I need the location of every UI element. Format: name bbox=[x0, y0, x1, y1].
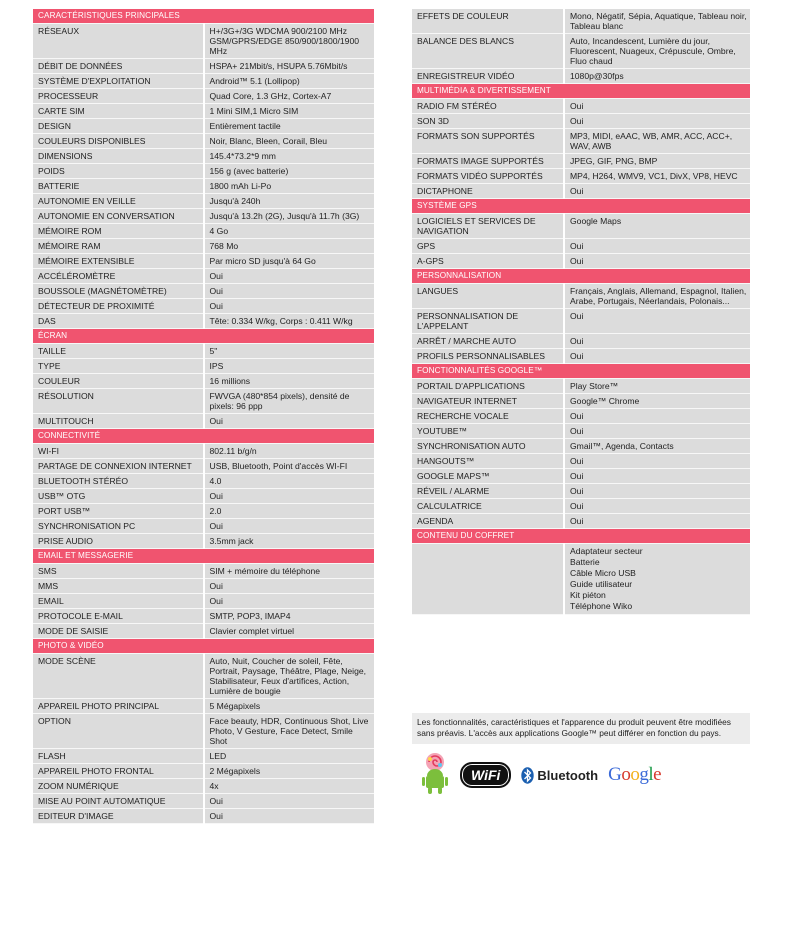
spec-row-option bbox=[33, 714, 374, 749]
spec-label: COULEURS DISPONIBLES bbox=[33, 134, 204, 149]
google-letter: e bbox=[653, 764, 662, 785]
android-lollipop-icon bbox=[420, 752, 450, 798]
spec-value: 1800 mAh Li-Po bbox=[204, 179, 375, 194]
spec-value: Oui bbox=[204, 579, 375, 594]
spec-row-couleur bbox=[33, 374, 374, 389]
spec-label: FORMATS SON SUPPORTÉS bbox=[412, 129, 564, 154]
spec-value: Oui bbox=[564, 184, 750, 199]
spec-label: MÉMOIRE ROM bbox=[33, 224, 204, 239]
spec-row-mode-de-saisie bbox=[33, 624, 374, 639]
spec-label: NAVIGATEUR INTERNET bbox=[412, 394, 564, 409]
section-header-multimedia-divertissement bbox=[412, 84, 750, 99]
spec-value: 16 millions bbox=[204, 374, 375, 389]
spec-value: Oui bbox=[204, 519, 375, 534]
spec-value: Auto, Nuit, Coucher de soleil, Fête, Portrait, Paysage, Théâtre, Plage, Neige, Stabilisateur, Feux d'artifices, Action, Lumière de bougie bbox=[204, 654, 375, 699]
spec-label: DIMENSIONS bbox=[33, 149, 204, 164]
spec-value: Oui bbox=[204, 299, 375, 314]
spec-value: 4x bbox=[204, 779, 375, 794]
spec-value: 2 Mégapixels bbox=[204, 764, 375, 779]
spec-label: EFFETS DE COULEUR bbox=[412, 9, 564, 34]
spec-value: Quad Core, 1.3 GHz, Cortex-A7 bbox=[204, 89, 375, 104]
spec-row-contents bbox=[412, 544, 750, 615]
spec-label: MISE AU POINT AUTOMATIQUE bbox=[33, 794, 204, 809]
footer-area bbox=[412, 713, 750, 798]
spec-value: Oui bbox=[564, 309, 750, 334]
spec-row-detecteur-de-proximite bbox=[33, 299, 374, 314]
spec-row-dimensions bbox=[33, 149, 374, 164]
spec-row-autonomie-en-conversation bbox=[33, 209, 374, 224]
spec-row-a-gps bbox=[412, 254, 750, 269]
spec-value: IPS bbox=[204, 359, 375, 374]
section-header-systeme-gps bbox=[412, 199, 750, 214]
spec-row-boussole-magnetometre bbox=[33, 284, 374, 299]
spec-value: Play Store™ bbox=[564, 379, 750, 394]
spec-row-carte-sim bbox=[33, 104, 374, 119]
bluetooth-wordmark: Bluetooth bbox=[537, 767, 599, 783]
spec-row-google-maps bbox=[412, 469, 750, 484]
spec-row-debit-de-donnees bbox=[33, 59, 374, 74]
spec-value: FWVGA (480*854 pixels), densité de pixels: 96 ppp bbox=[204, 389, 375, 414]
spec-row-batterie bbox=[33, 179, 374, 194]
spec-row-email bbox=[33, 594, 374, 609]
spec-row-synchronisation-auto bbox=[412, 439, 750, 454]
section-title: CARACTÉRISTIQUES PRINCIPALES bbox=[33, 9, 374, 24]
spec-value: Adaptateur secteur Batterie Câble Micro USB Guide utilisateur Kit piéton Téléphone Wiko bbox=[564, 544, 750, 615]
spec-value: Oui bbox=[204, 794, 375, 809]
spec-row-arret-marche-auto bbox=[412, 334, 750, 349]
spec-value: 2.0 bbox=[204, 504, 375, 519]
spec-row-balance-des-blancs bbox=[412, 34, 750, 69]
spec-label: USB™ OTG bbox=[33, 489, 204, 504]
google-letter: g bbox=[639, 764, 649, 785]
spec-label: DESIGN bbox=[33, 119, 204, 134]
spec-label: PARTAGE DE CONNEXION INTERNET bbox=[33, 459, 204, 474]
spec-row-protocole-e-mail bbox=[33, 609, 374, 624]
spec-row-profils-personnalisables bbox=[412, 349, 750, 364]
section-header-connectivite bbox=[33, 429, 374, 444]
section-header-contenu-du-coffret bbox=[412, 529, 750, 544]
spec-label: MODE DE SAISIE bbox=[33, 624, 204, 639]
spec-label: SYNCHRONISATION PC bbox=[33, 519, 204, 534]
spec-value: SMTP, POP3, IMAP4 bbox=[204, 609, 375, 624]
spec-row-appareil-photo-principal bbox=[33, 699, 374, 714]
spec-value: Android™ 5.1 (Lollipop) bbox=[204, 74, 375, 89]
spec-value: Oui bbox=[564, 514, 750, 529]
spec-value: Gmail™, Agenda, Contacts bbox=[564, 439, 750, 454]
spec-value: USB, Bluetooth, Point d'accès WI-FI bbox=[204, 459, 375, 474]
spec-row-memoire-extensible bbox=[33, 254, 374, 269]
spec-label: ENREGISTREUR VIDÉO bbox=[412, 69, 564, 84]
section-title: PHOTO & VIDÉO bbox=[33, 639, 374, 654]
spec-label: DÉBIT DE DONNÉES bbox=[33, 59, 204, 74]
spec-row-logiciels-et-services-de-navigation bbox=[412, 214, 750, 239]
spec-row-effets-de-couleur bbox=[412, 9, 750, 34]
spec-label: RÉSOLUTION bbox=[33, 389, 204, 414]
section-header-photo-video bbox=[33, 639, 374, 654]
spec-label: ARRÊT / MARCHE AUTO bbox=[412, 334, 564, 349]
spec-value: 3.5mm jack bbox=[204, 534, 375, 549]
spec-value: Oui bbox=[564, 484, 750, 499]
spec-label: PRISE AUDIO bbox=[33, 534, 204, 549]
spec-row-editeur-d-image bbox=[33, 809, 374, 824]
spec-row-autonomie-en-veille bbox=[33, 194, 374, 209]
spec-label: SYSTÈME D'EXPLOITATION bbox=[33, 74, 204, 89]
spec-row-taille bbox=[33, 344, 374, 359]
spec-row-das bbox=[33, 314, 374, 329]
spec-label: GOOGLE MAPS™ bbox=[412, 469, 564, 484]
spec-value: Oui bbox=[204, 284, 375, 299]
spec-value: 802.11 b/g/n bbox=[204, 444, 375, 459]
spec-row-langues bbox=[412, 284, 750, 309]
spec-value: 145.4*73.2*9 mm bbox=[204, 149, 375, 164]
spec-label: PORT USB™ bbox=[33, 504, 204, 519]
spec-label: AGENDA bbox=[412, 514, 564, 529]
spec-value: Face beauty, HDR, Continuous Shot, Live Photo, V Gesture, Face Detect, Smile Shot bbox=[204, 714, 375, 749]
spec-row-enregistreur-video bbox=[412, 69, 750, 84]
spec-row-son-3d bbox=[412, 114, 750, 129]
spec-row-partage-de-connexion-internet bbox=[33, 459, 374, 474]
spec-label: CARTE SIM bbox=[33, 104, 204, 119]
section-title: EMAIL ET MESSAGERIE bbox=[33, 549, 374, 564]
spec-label: ACCÉLÉROMÈTRE bbox=[33, 269, 204, 284]
spec-row-resolution bbox=[33, 389, 374, 414]
spec-label: BALANCE DES BLANCS bbox=[412, 34, 564, 69]
spec-table-right bbox=[412, 9, 750, 615]
spec-row-personnalisation-de-l-appelant bbox=[412, 309, 750, 334]
spec-label: SMS bbox=[33, 564, 204, 579]
spec-label: DICTAPHONE bbox=[412, 184, 564, 199]
spec-column-right bbox=[412, 9, 750, 615]
google-letter: G bbox=[608, 764, 622, 785]
google-logo bbox=[608, 764, 661, 786]
spec-value: Jusqu'à 13.2h (2G), Jusqu'à 11.7h (3G) bbox=[204, 209, 375, 224]
spec-value: Oui bbox=[204, 269, 375, 284]
section-header-personnalisation bbox=[412, 269, 750, 284]
spec-value: Oui bbox=[564, 334, 750, 349]
spec-value: Oui bbox=[204, 414, 375, 429]
spec-label: LOGICIELS ET SERVICES DE NAVIGATION bbox=[412, 214, 564, 239]
spec-row-flash bbox=[33, 749, 374, 764]
spec-label: MMS bbox=[33, 579, 204, 594]
wifi-logo: WiFi bbox=[460, 762, 511, 788]
spec-label: BOUSSOLE (MAGNÉTOMÈTRE) bbox=[33, 284, 204, 299]
spec-label: RECHERCHE VOCALE bbox=[412, 409, 564, 424]
spec-label: PROTOCOLE E-MAIL bbox=[33, 609, 204, 624]
spec-value: Noir, Blanc, Bleen, Corail, Bleu bbox=[204, 134, 375, 149]
spec-label: FORMATS IMAGE SUPPORTÉS bbox=[412, 154, 564, 169]
spec-label: ZOOM NUMÉRIQUE bbox=[33, 779, 204, 794]
spec-row-formats-image-supportes bbox=[412, 154, 750, 169]
spec-value: Oui bbox=[564, 349, 750, 364]
spec-value: Auto, Incandescent, Lumière du jour, Fluorescent, Nuageux, Crépuscule, Ombre, Fluo chaud bbox=[564, 34, 750, 69]
spec-value: Oui bbox=[564, 99, 750, 114]
spec-label: TAILLE bbox=[33, 344, 204, 359]
section-header-email-et-messagerie bbox=[33, 549, 374, 564]
spec-label: PROFILS PERSONNALISABLES bbox=[412, 349, 564, 364]
spec-value: Entièrement tactile bbox=[204, 119, 375, 134]
spec-value: Oui bbox=[564, 254, 750, 269]
spec-label: CALCULATRICE bbox=[412, 499, 564, 514]
section-title: ÉCRAN bbox=[33, 329, 374, 344]
spec-row-zoom-numerique bbox=[33, 779, 374, 794]
section-title: MULTIMÉDIA & DIVERTISSEMENT bbox=[412, 84, 750, 99]
spec-label: MODE SCÈNE bbox=[33, 654, 204, 699]
spec-label: LANGUES bbox=[412, 284, 564, 309]
section-title: FONCTIONNALITÉS GOOGLE™ bbox=[412, 364, 750, 379]
google-letter: o bbox=[621, 764, 631, 785]
spec-label: APPAREIL PHOTO PRINCIPAL bbox=[33, 699, 204, 714]
spec-row-hangouts bbox=[412, 454, 750, 469]
spec-row-usb-otg bbox=[33, 489, 374, 504]
spec-label: FORMATS VIDÉO SUPPORTÉS bbox=[412, 169, 564, 184]
spec-row-dictaphone bbox=[412, 184, 750, 199]
spec-row-reseaux bbox=[33, 24, 374, 59]
spec-row-port-usb bbox=[33, 504, 374, 519]
spec-label: APPAREIL PHOTO FRONTAL bbox=[33, 764, 204, 779]
spec-label: YOUTUBE™ bbox=[412, 424, 564, 439]
section-title: CONNECTIVITÉ bbox=[33, 429, 374, 444]
logo-row bbox=[412, 752, 750, 798]
spec-row-mode-scene bbox=[33, 654, 374, 699]
spec-value: MP4, H264, WMV9, VC1, DivX, VP8, HEVC bbox=[564, 169, 750, 184]
section-header-fonctionnalites-google bbox=[412, 364, 750, 379]
spec-label: MULTITOUCH bbox=[33, 414, 204, 429]
spec-row-navigateur-internet bbox=[412, 394, 750, 409]
spec-label: PORTAIL D'APPLICATIONS bbox=[412, 379, 564, 394]
spec-label: BLUETOOTH STÉRÉO bbox=[33, 474, 204, 489]
spec-label: RADIO FM STÉRÉO bbox=[412, 99, 564, 114]
spec-value: JPEG, GIF, PNG, BMP bbox=[564, 154, 750, 169]
spec-value: HSPA+ 21Mbit/s, HSUPA 5.76Mbit/s bbox=[204, 59, 375, 74]
spec-label: SYNCHRONISATION AUTO bbox=[412, 439, 564, 454]
spec-label: EDITEUR D'IMAGE bbox=[33, 809, 204, 824]
spec-label: AUTONOMIE EN VEILLE bbox=[33, 194, 204, 209]
section-title: SYSTÈME GPS bbox=[412, 199, 750, 214]
spec-value: Oui bbox=[564, 424, 750, 439]
spec-row-design bbox=[33, 119, 374, 134]
spec-value: Google Maps bbox=[564, 214, 750, 239]
spec-row-sms bbox=[33, 564, 374, 579]
spec-row-processeur bbox=[33, 89, 374, 104]
spec-value: SIM + mémoire du téléphone bbox=[204, 564, 375, 579]
spec-row-synchronisation-pc bbox=[33, 519, 374, 534]
section-header-caracteristiques-principales bbox=[33, 9, 374, 24]
spec-value: 1 Mini SIM,1 Micro SIM bbox=[204, 104, 375, 119]
spec-row-mise-au-point-automatique bbox=[33, 794, 374, 809]
spec-value: Oui bbox=[204, 809, 375, 824]
spec-value: Oui bbox=[564, 499, 750, 514]
spec-row-formats-video-supportes bbox=[412, 169, 750, 184]
google-letter: l bbox=[648, 764, 654, 785]
spec-label: PERSONNALISATION DE L'APPELANT bbox=[412, 309, 564, 334]
spec-label: WI-FI bbox=[33, 444, 204, 459]
spec-row-wi-fi bbox=[33, 444, 374, 459]
spec-row-reveil-alarme bbox=[412, 484, 750, 499]
spec-value: Jusqu'à 240h bbox=[204, 194, 375, 209]
spec-value: Oui bbox=[204, 594, 375, 609]
spec-label: COULEUR bbox=[33, 374, 204, 389]
spec-table-left bbox=[33, 9, 374, 824]
spec-label: POIDS bbox=[33, 164, 204, 179]
spec-row-mms bbox=[33, 579, 374, 594]
spec-value: 5" bbox=[204, 344, 375, 359]
spec-label: FLASH bbox=[33, 749, 204, 764]
bluetooth-logo bbox=[521, 767, 598, 784]
spec-label: A-GPS bbox=[412, 254, 564, 269]
spec-value: Oui bbox=[564, 454, 750, 469]
spec-value: Mono, Négatif, Sépia, Aquatique, Tableau noir, Tableau blanc bbox=[564, 9, 750, 34]
spec-row-gps bbox=[412, 239, 750, 254]
spec-row-portail-d-applications bbox=[412, 379, 750, 394]
spec-row-poids bbox=[33, 164, 374, 179]
spec-label: TYPE bbox=[33, 359, 204, 374]
spec-row-radio-fm-stereo bbox=[412, 99, 750, 114]
spec-label: GPS bbox=[412, 239, 564, 254]
spec-value: 4 Go bbox=[204, 224, 375, 239]
spec-value: Oui bbox=[564, 469, 750, 484]
spec-label: RÉSEAUX bbox=[33, 24, 204, 59]
spec-label bbox=[412, 544, 564, 615]
spec-label: PROCESSEUR bbox=[33, 89, 204, 104]
spec-label: MÉMOIRE RAM bbox=[33, 239, 204, 254]
spec-value: Français, Anglais, Allemand, Espagnol, Italien, Arabe, Portugais, Néerlandais, Polonais... bbox=[564, 284, 750, 309]
spec-row-memoire-rom bbox=[33, 224, 374, 239]
spec-label: EMAIL bbox=[33, 594, 204, 609]
spec-value: Google™ Chrome bbox=[564, 394, 750, 409]
spec-value: Par micro SD jusqu'à 64 Go bbox=[204, 254, 375, 269]
spec-value: Oui bbox=[564, 409, 750, 424]
section-header-ecran bbox=[33, 329, 374, 344]
spec-row-memoire-ram bbox=[33, 239, 374, 254]
spec-value: H+/3G+/3G WDCMA 900/2100 MHz GSM/GPRS/EDGE 850/900/1800/1900 MHz bbox=[204, 24, 375, 59]
spec-value: Oui bbox=[564, 239, 750, 254]
spec-value: 4.0 bbox=[204, 474, 375, 489]
spec-row-calculatrice bbox=[412, 499, 750, 514]
spec-row-bluetooth-stereo bbox=[33, 474, 374, 489]
spec-label: HANGOUTS™ bbox=[412, 454, 564, 469]
spec-value: 768 Mo bbox=[204, 239, 375, 254]
spec-row-accelerometre bbox=[33, 269, 374, 284]
spec-value: Oui bbox=[204, 489, 375, 504]
spec-label: RÉVEIL / ALARME bbox=[412, 484, 564, 499]
spec-row-multitouch bbox=[33, 414, 374, 429]
spec-row-youtube bbox=[412, 424, 750, 439]
spec-row-appareil-photo-frontal bbox=[33, 764, 374, 779]
spec-row-agenda bbox=[412, 514, 750, 529]
spec-label: SON 3D bbox=[412, 114, 564, 129]
disclaimer-note: Les fonctionnalités, caractéristiques et l'apparence du produit peuvent être modifiées sans préavis. L'accès aux applications Google™ peut différer en fonction du pays. bbox=[412, 713, 750, 744]
spec-value: Oui bbox=[564, 114, 750, 129]
spec-label: MÉMOIRE EXTENSIBLE bbox=[33, 254, 204, 269]
spec-value: 1080p@30fps bbox=[564, 69, 750, 84]
spec-value: 5 Mégapixels bbox=[204, 699, 375, 714]
spec-label: DAS bbox=[33, 314, 204, 329]
section-title: CONTENU DU COFFRET bbox=[412, 529, 750, 544]
spec-value: 156 g (avec batterie) bbox=[204, 164, 375, 179]
spec-label: AUTONOMIE EN CONVERSATION bbox=[33, 209, 204, 224]
spec-value: MP3, MIDI, eAAC, WB, AMR, ACC, ACC+, WAV, AWB bbox=[564, 129, 750, 154]
spec-column-left bbox=[33, 9, 374, 824]
google-letter: o bbox=[630, 764, 640, 785]
spec-row-systeme-d-exploitation bbox=[33, 74, 374, 89]
spec-label: OPTION bbox=[33, 714, 204, 749]
section-title: PERSONNALISATION bbox=[412, 269, 750, 284]
spec-value: Tête: 0.334 W/kg, Corps : 0.411 W/kg bbox=[204, 314, 375, 329]
spec-row-prise-audio bbox=[33, 534, 374, 549]
spec-label: BATTERIE bbox=[33, 179, 204, 194]
spec-value: Clavier complet virtuel bbox=[204, 624, 375, 639]
spec-value: LED bbox=[204, 749, 375, 764]
spec-row-type bbox=[33, 359, 374, 374]
spec-row-couleurs-disponibles bbox=[33, 134, 374, 149]
spec-row-recherche-vocale bbox=[412, 409, 750, 424]
spec-label: DÉTECTEUR DE PROXIMITÉ bbox=[33, 299, 204, 314]
spec-row-formats-son-supportes bbox=[412, 129, 750, 154]
